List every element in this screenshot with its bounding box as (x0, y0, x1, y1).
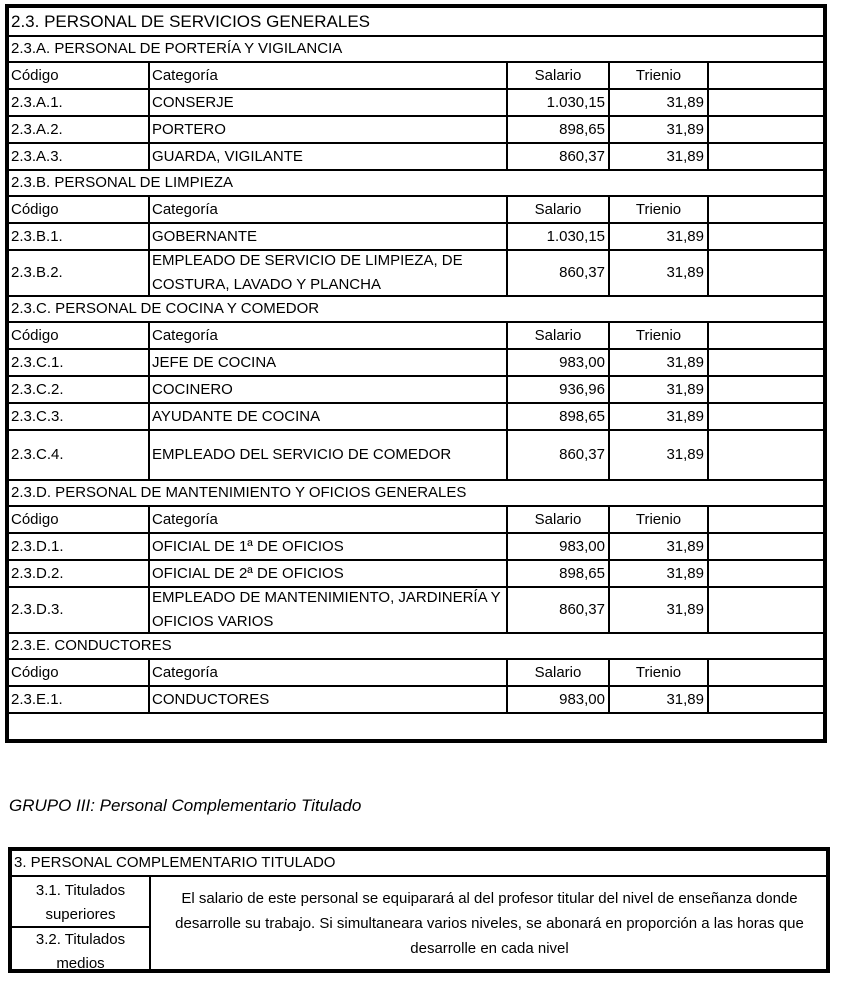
row-salary: 860,37 (506, 588, 608, 632)
row-code: 2.3.A.2. (11, 120, 63, 138)
row-category: CONDUCTORES (148, 687, 506, 712)
row-category: EMPLEADO DE SERVICIO DE LIMPIEZA, DE COSTURA, LAVADO Y PLANCHA (148, 251, 506, 295)
group-title-row (9, 171, 823, 197)
grid-edge (707, 588, 709, 632)
row-salary: 898,65 (506, 404, 608, 429)
header-code: Código (11, 326, 59, 344)
row-triennium: 31,89 (608, 431, 707, 479)
table-row (9, 350, 823, 377)
grid-edge (707, 63, 709, 88)
row-category: JEFE DE COCINA (148, 350, 506, 375)
grid-edge (707, 323, 709, 348)
grid-edge (707, 197, 709, 222)
group-title-row (9, 37, 823, 63)
row-code: 2.3.C.4. (11, 446, 64, 463)
row-triennium: 31,89 (608, 534, 707, 559)
table-row (9, 251, 823, 297)
row-category: GOBERNANTE (148, 224, 506, 249)
row-triennium: 31,89 (608, 251, 707, 295)
row-category: AYUDANTE DE COCINA (148, 404, 506, 429)
header-triennium: Trienio (608, 197, 707, 222)
group3-title: 3. PERSONAL COMPLEMENTARIO TITULADO (12, 851, 826, 877)
row-salary: 898,65 (506, 561, 608, 586)
table-row (9, 117, 823, 144)
column-header-row (9, 660, 823, 687)
row-triennium: 31,89 (608, 561, 707, 586)
header-code: Código (11, 66, 59, 84)
table-row (9, 224, 823, 251)
header-salary: Salario (506, 507, 608, 532)
grid-edge (707, 350, 709, 375)
row-triennium: 31,89 (608, 117, 707, 142)
grid-edge (707, 561, 709, 586)
row-code: 2.3.D.2. (11, 564, 64, 582)
group3-note: El salario de este personal se equiparará al del profesor titular del nivel de enseñanza donde desarrolle su trabajo. Si simultaneara varios niveles, se abonará en proporción a las horas que desarrolle en cada nivel (175, 889, 804, 957)
row-code: 2.3.A.3. (11, 147, 63, 165)
row-category: CONSERJE (148, 90, 506, 115)
header-salary: Salario (506, 323, 608, 348)
group-title: 2.3.C. PERSONAL DE COCINA Y COMEDOR (11, 300, 320, 317)
row-code: 2.3.D.1. (11, 537, 64, 555)
row-salary: 860,37 (506, 144, 608, 169)
column-header-row (9, 507, 823, 534)
grid-edge (707, 90, 709, 115)
row-salary: 936,96 (506, 377, 608, 402)
group-title: 2.3.B. PERSONAL DE LIMPIEZA (11, 174, 234, 191)
table-row (9, 144, 823, 171)
section-title-row (9, 8, 823, 37)
group3-heading: GRUPO III: Personal Complementario Titulado (9, 796, 362, 815)
group-title: 2.3.A. PERSONAL DE PORTERÍA Y VIGILANCIA (11, 40, 343, 57)
grid-edge (707, 404, 709, 429)
group3-table (8, 847, 830, 973)
grid-edge (707, 534, 709, 559)
table-row (9, 561, 823, 588)
row-code: 2.3.C.2. (11, 380, 64, 398)
grid-edge (707, 687, 709, 712)
table-row (9, 431, 823, 481)
header-triennium: Trienio (608, 323, 707, 348)
row-triennium: 31,89 (608, 90, 707, 115)
row-code: 2.3.A.1. (11, 93, 63, 111)
section-title: 2.3. PERSONAL DE SERVICIOS GENERALES (11, 11, 371, 31)
group-title: 2.3.D. PERSONAL DE MANTENIMIENTO Y OFICIOS GENERALES (11, 484, 467, 501)
table-row (9, 404, 823, 431)
row-triennium: 31,89 (608, 377, 707, 402)
row-category: GUARDA, VIGILANTE (148, 144, 506, 169)
row-category: EMPLEADO DEL SERVICIO DE COMEDOR (148, 431, 506, 479)
services-staff-table (5, 4, 827, 743)
row-code: 2.3.B.2. (11, 264, 63, 281)
group-title: 2.3.E. CONDUCTORES (11, 637, 172, 654)
group-title-row (9, 634, 823, 660)
row-category: EMPLEADO DE MANTENIMIENTO, JARDINERÍA Y OFICIOS VARIOS (148, 588, 506, 632)
header-category: Categoría (148, 507, 506, 532)
header-category: Categoría (148, 323, 506, 348)
group3-categories (12, 877, 151, 972)
group-title-row (9, 481, 823, 507)
grid-edge (707, 117, 709, 142)
row-salary: 983,00 (506, 350, 608, 375)
row-category: PORTERO (148, 117, 506, 142)
header-code: Código (11, 663, 59, 681)
row-salary: 898,65 (506, 117, 608, 142)
column-header-row (9, 197, 823, 224)
header-code: Código (11, 200, 59, 218)
column-header-row (9, 63, 823, 90)
header-salary: Salario (506, 660, 608, 685)
row-triennium: 31,89 (608, 224, 707, 249)
row-triennium: 31,89 (608, 588, 707, 632)
grid-edge (707, 251, 709, 295)
header-category: Categoría (148, 63, 506, 88)
grid-edge (707, 144, 709, 169)
row-triennium: 31,89 (608, 687, 707, 712)
row-code: 2.3.D.3. (11, 601, 64, 618)
row-category: OFICIAL DE 2ª DE OFICIOS (148, 561, 506, 586)
group3-sub2: 3.2. Titulados medios (35, 931, 126, 972)
row-category: OFICIAL DE 1ª DE OFICIOS (148, 534, 506, 559)
row-salary: 983,00 (506, 687, 608, 712)
column-header-row (9, 323, 823, 350)
row-code: 2.3.E.1. (11, 690, 63, 708)
header-category: Categoría (148, 197, 506, 222)
header-category: Categoría (148, 660, 506, 685)
header-triennium: Trienio (608, 63, 707, 88)
row-triennium: 31,89 (608, 350, 707, 375)
header-salary: Salario (506, 63, 608, 88)
grid-edge (707, 377, 709, 402)
row-category: COCINERO (148, 377, 506, 402)
grid-edge (707, 507, 709, 532)
table-row (9, 687, 823, 714)
group3-sub1: 3.1. Titulados superiores (35, 882, 126, 923)
table-row (9, 377, 823, 404)
row-salary: 1.030,15 (506, 90, 608, 115)
row-salary: 860,37 (506, 251, 608, 295)
grid-edge (707, 224, 709, 249)
table-row (9, 588, 823, 634)
row-salary: 860,37 (506, 431, 608, 479)
row-salary: 983,00 (506, 534, 608, 559)
row-code: 2.3.C.3. (11, 407, 64, 425)
grid-edge (707, 660, 709, 685)
row-triennium: 31,89 (608, 144, 707, 169)
header-triennium: Trienio (608, 507, 707, 532)
row-code: 2.3.C.1. (11, 353, 64, 371)
header-triennium: Trienio (608, 660, 707, 685)
row-salary: 1.030,15 (506, 224, 608, 249)
grid-edge (707, 431, 709, 479)
header-code: Código (11, 510, 59, 528)
header-salary: Salario (506, 197, 608, 222)
group-title-row (9, 297, 823, 323)
table-row (9, 534, 823, 561)
row-triennium: 31,89 (608, 404, 707, 429)
table-row (9, 90, 823, 117)
row-code: 2.3.B.1. (11, 227, 63, 245)
